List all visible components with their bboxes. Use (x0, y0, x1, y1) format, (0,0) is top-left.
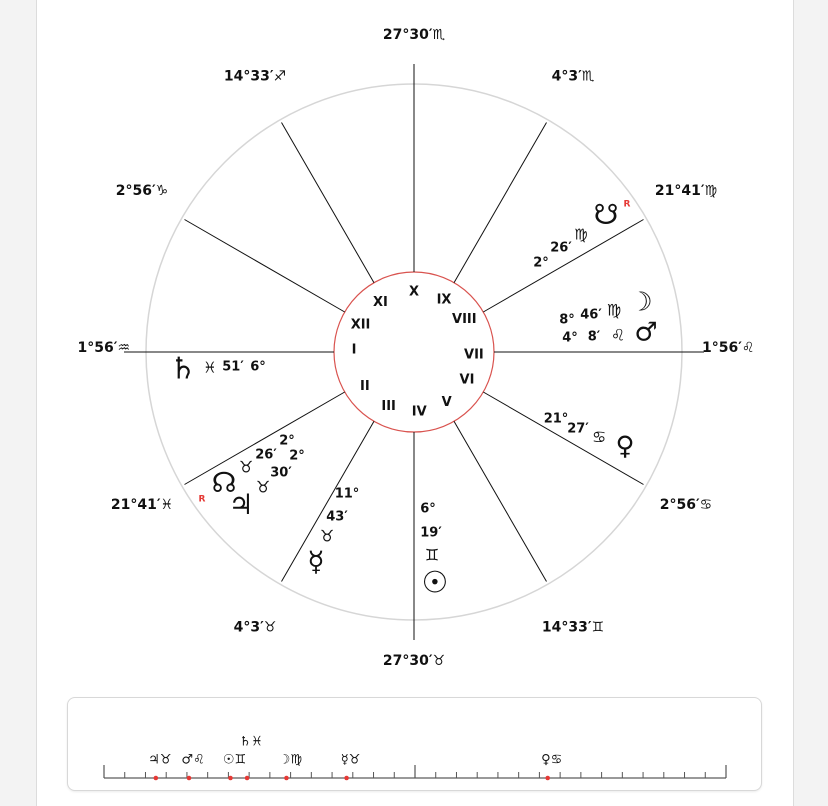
retrograde-marker: R (623, 199, 631, 210)
planet-sign: ♋ (591, 427, 607, 447)
house-numeral: IV (411, 404, 427, 420)
timeline-marker-moon (284, 776, 289, 781)
cusp-label: 4°3′♉ (233, 619, 277, 636)
planet-minute: 8′ (587, 329, 601, 345)
timeline-label-mercury: ☿♉ (340, 752, 361, 768)
planet-minute: 26′ (255, 447, 277, 463)
venus-icon: ♀ (615, 431, 635, 462)
mercury-icon: ☿ (307, 545, 325, 578)
timeline-marker-jupiter (154, 776, 159, 781)
timeline-marker-sun (228, 776, 233, 781)
cusp-line (185, 220, 345, 313)
timeline-marker-venus (545, 776, 550, 781)
cusp-label: 21°41′♓ (110, 497, 174, 513)
cusp-label: 14°33′♊ (541, 619, 605, 636)
cusp-label: 27°30′♏ (382, 27, 446, 43)
cusp-line (483, 220, 643, 313)
planet-minute: 51′ (222, 359, 244, 375)
planet-degree: 21° (543, 411, 569, 427)
planet-degree: 2° (289, 448, 305, 464)
planet-degree: 4° (562, 330, 578, 346)
cusp-line (282, 421, 375, 581)
timeline-label-mars: ♂♌ (181, 752, 205, 768)
house-numeral: X (408, 284, 420, 300)
timeline-marker-mars (187, 776, 192, 781)
planet-sign: ♍ (574, 225, 588, 244)
cusp-label: 1°56′♒ (77, 340, 130, 356)
cusp-label: 14°33′♐ (223, 68, 287, 85)
cusp-label: 4°3′♏ (551, 68, 595, 85)
sun-icon: ☉ (421, 565, 449, 601)
retrograde-marker: R (198, 494, 206, 505)
planet-sign: ♌ (610, 325, 626, 345)
house-numeral: XII (350, 317, 371, 333)
degree-timeline (68, 698, 761, 790)
jupiter-icon: ♃ (228, 488, 254, 521)
planet-minute: 43′ (326, 509, 348, 525)
cusp-line (185, 392, 345, 485)
planet-minute: 26′ (550, 240, 572, 256)
house-numeral: IX (436, 292, 452, 308)
timeline-label-saturn: ♄♓ (239, 734, 263, 750)
timeline-label-venus: ♀♋ (541, 752, 563, 768)
planet-degree: 2° (279, 433, 295, 449)
house-numeral: VII (464, 347, 484, 363)
cusp-label: 2°56′♑ (115, 183, 169, 199)
planet-degree: 6° (420, 501, 436, 517)
planet-degree: 11° (334, 486, 360, 502)
house-numeral: VIII (452, 311, 477, 327)
cusp-line (282, 123, 375, 283)
timeline-marker-mercury (344, 776, 349, 781)
planet-minute: 46′ (580, 307, 602, 323)
cusp-label: 21°41′♍ (654, 183, 718, 199)
planet-minute: 27′ (567, 421, 589, 437)
timeline-marker-saturn (245, 776, 250, 781)
planet-degree: 8° (559, 312, 575, 328)
planet-sign: ♍ (606, 300, 622, 320)
house-numeral: II (360, 378, 370, 394)
house-numeral: VI (459, 372, 475, 388)
cusp-label: 2°56′♋ (659, 497, 713, 513)
degree-timeline-panel (67, 697, 762, 791)
timeline-label-jupiter: ♃♉ (148, 752, 172, 768)
house-numeral: I (351, 342, 357, 358)
planet-minute: 19′ (420, 525, 442, 541)
planet-sign: ♉ (255, 477, 271, 497)
cusp-line (454, 421, 547, 581)
saturn-icon: ♄ (169, 351, 197, 387)
planet-sign: ♓ (203, 358, 217, 377)
moon-icon: ☽ (629, 287, 653, 318)
north-node-icon: ☊ (211, 466, 237, 499)
mars-icon: ♂ (634, 317, 658, 348)
planet-sign: ♉ (238, 457, 254, 477)
planet-degree: 6° (250, 359, 266, 375)
house-numeral: XI (373, 294, 388, 310)
planet-degree: 2° (533, 255, 549, 271)
planet-sign: ♉ (319, 526, 335, 546)
cusp-label: 1°56′♌ (702, 340, 755, 356)
house-numeral: V (441, 394, 452, 410)
house-numeral: III (381, 398, 396, 414)
timeline-label-moon: ☽♍ (278, 752, 303, 768)
timeline-label-sun: ☉♊ (222, 752, 247, 768)
cusp-label: 27°30′♉ (382, 653, 446, 669)
planet-sign: ♊ (424, 545, 440, 565)
planet-minute: 30′ (270, 465, 292, 481)
south-node-icon: ☋ (593, 198, 619, 231)
